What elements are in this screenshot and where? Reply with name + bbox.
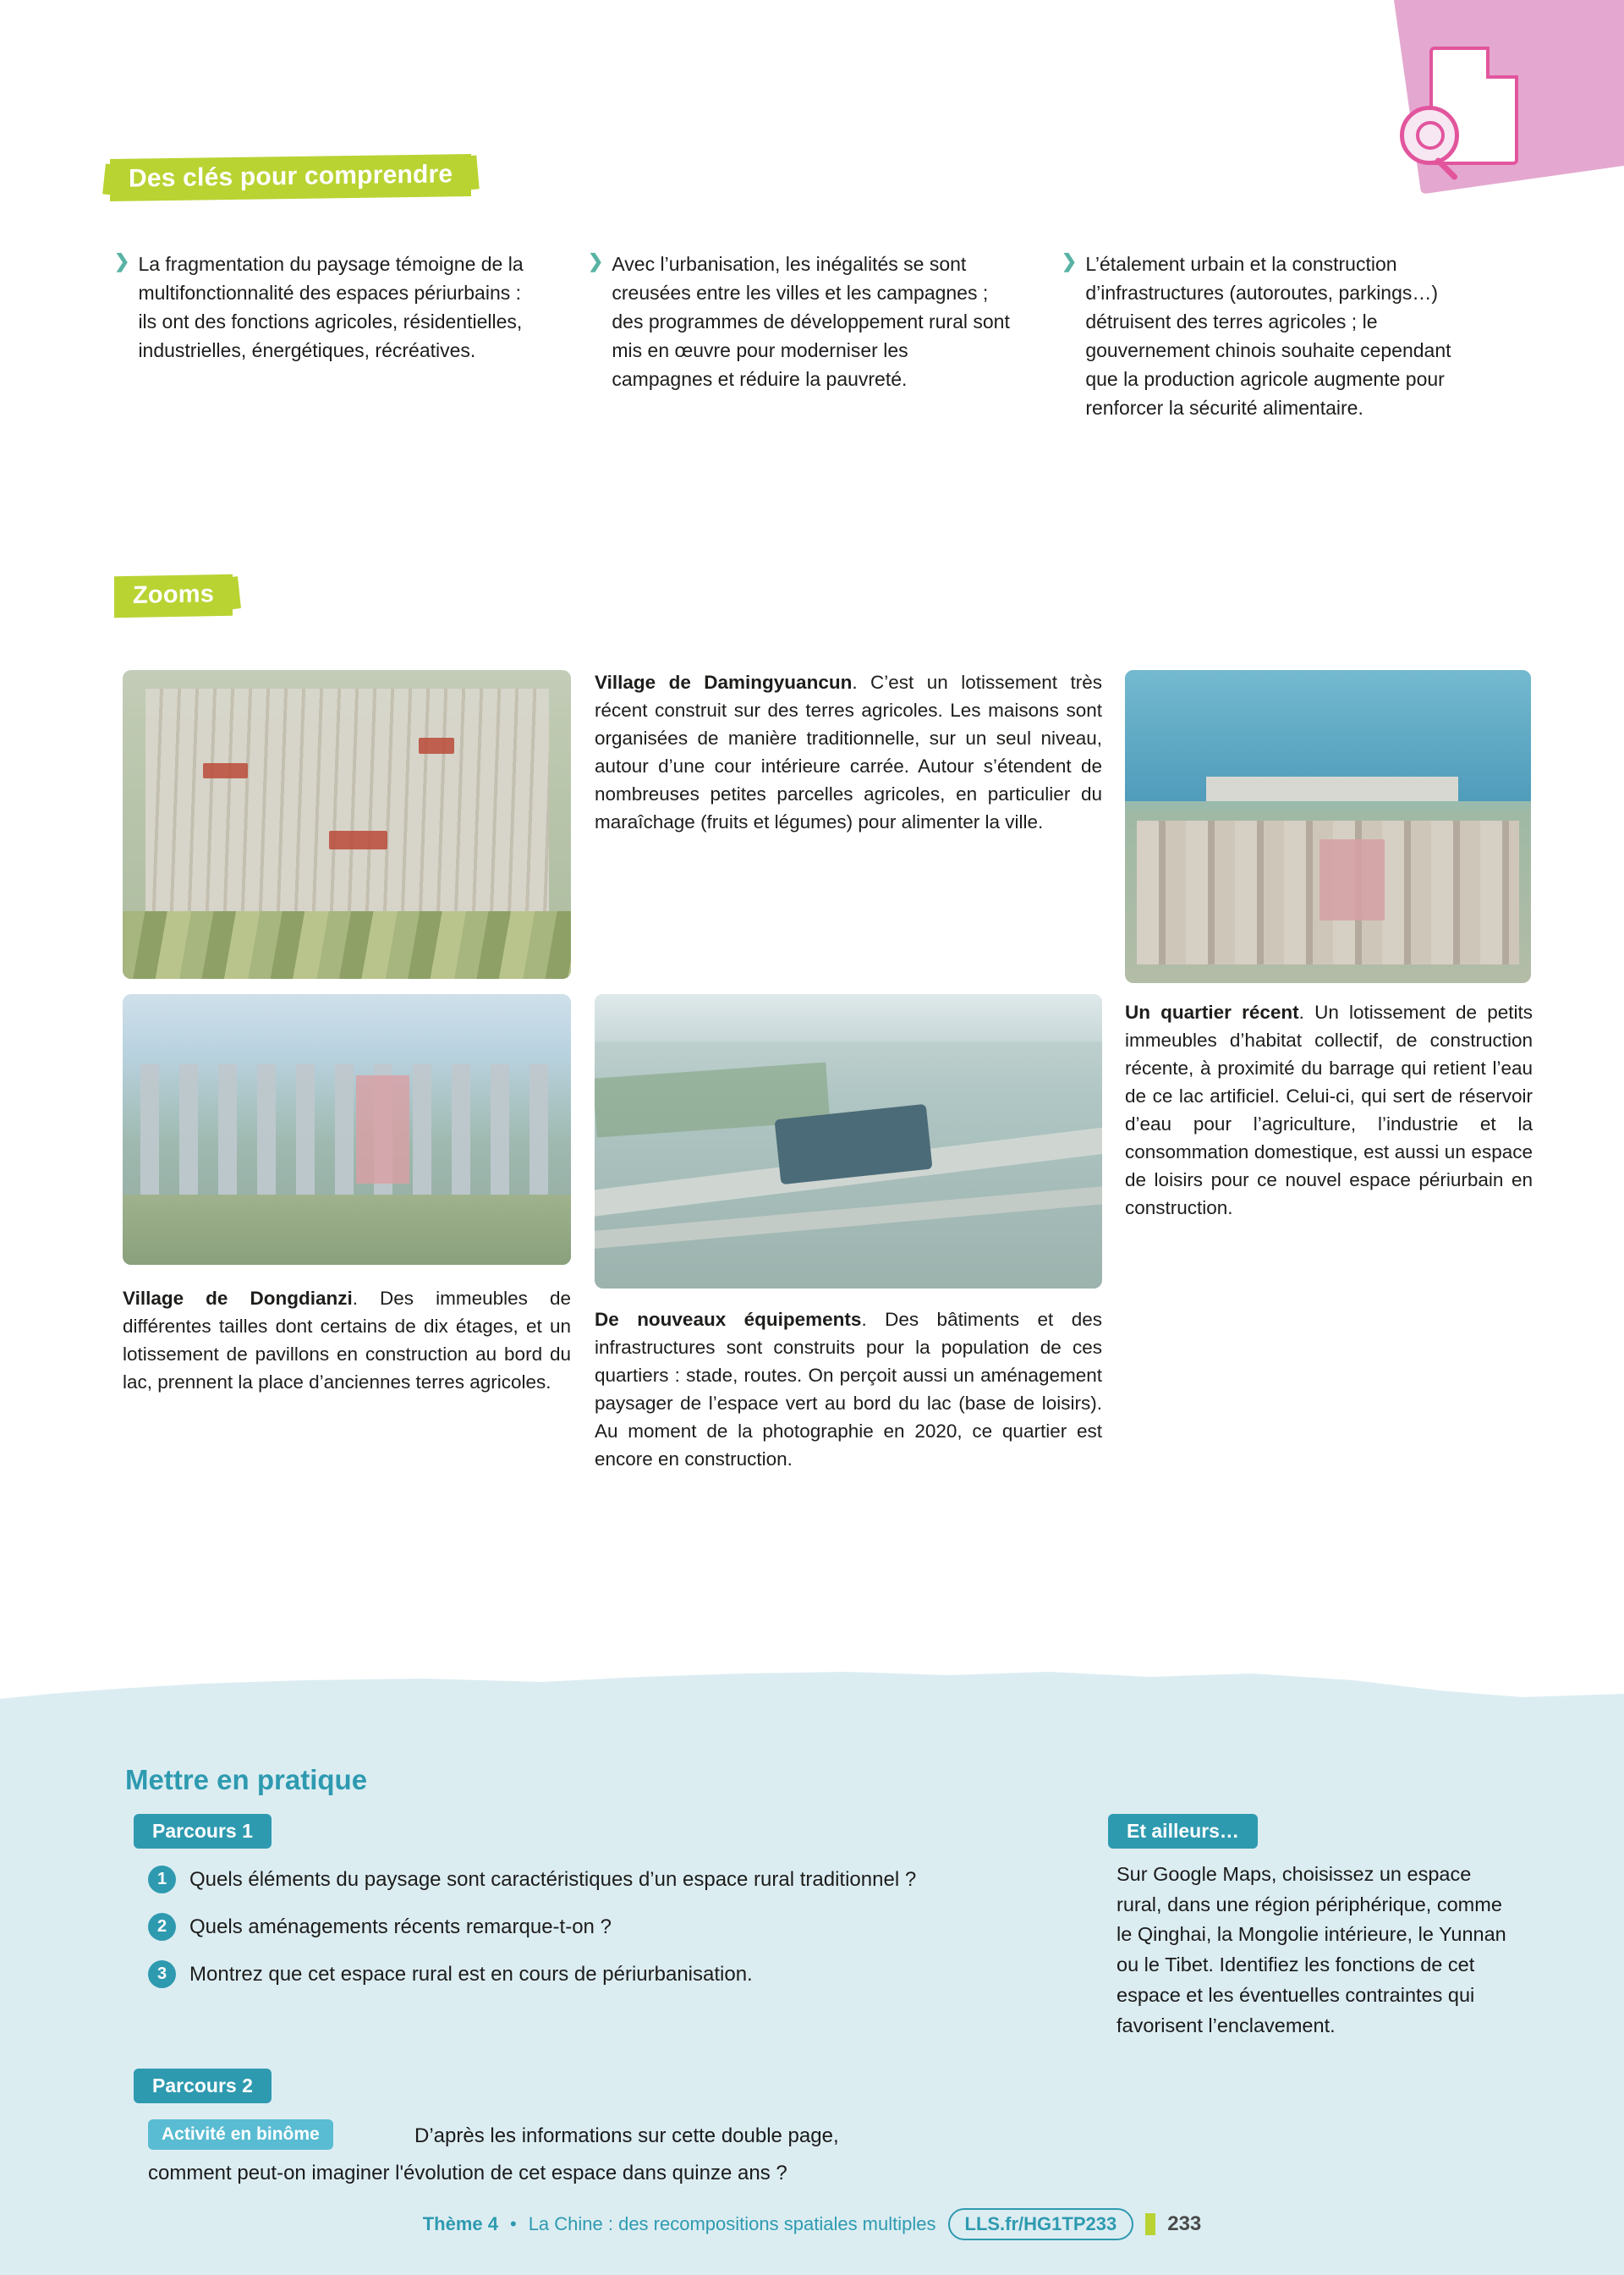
badge-parcours-1: Parcours 1: [134, 1814, 272, 1849]
footer-subject: La Chine : des recompositions spatiales multiples: [528, 2213, 936, 2234]
chevron-right-icon: ❯: [114, 250, 130, 272]
list-item: [148, 1866, 1011, 1894]
badge-et-ailleurs: Et ailleurs…: [1108, 1814, 1258, 1849]
zoom-caption-quartier-recent: [1125, 998, 1533, 1223]
key-point-3: [1062, 250, 1535, 422]
badge-parcours-2: Parcours 2: [134, 2069, 272, 2103]
zoom-caption-body: . Des immeubles de différentes tailles dont certains de dix étages, et un lotissement de pavillons en construction au bord du lac, prennent la place d’anciennes terres agricoles.: [123, 1288, 571, 1393]
chevron-right-icon: ❯: [587, 250, 604, 272]
zoom-caption-dongdianzi: [123, 1284, 571, 1396]
key-point-text: La fragmentation du paysage témoigne de la multifonctionnalité des espaces périurbains : ils ont des fonctions agricoles, résidentielles, industrielles, énergétiques, récréatives.: [138, 253, 524, 362]
section-heading-keys: Des clés pour comprendre: [110, 154, 471, 201]
zoom-caption-title: Un quartier récent: [1125, 1002, 1299, 1023]
page-number: 233: [1167, 2212, 1202, 2235]
page-footer: [0, 2208, 1624, 2240]
zoom-caption-title: Village de Damingyuancun: [595, 672, 853, 693]
footer-resource-code[interactable]: LLS.fr/HG1TP233: [948, 2208, 1134, 2240]
footer-theme: Thème 4: [422, 2213, 498, 2234]
key-point-text: L’étalement urbain et la construction d’infrastructures (autoroutes, parkings…) détruisent des terres agricoles ; le gouvernement chinois souhaite cependant que la production agricole augmente pour renforcer la sécurité alimentaire.: [1085, 253, 1451, 420]
zoom-image-damingyuancun: [123, 670, 571, 979]
binome-instruction-line1: D’après les informations sur cette double page,: [414, 2124, 839, 2147]
key-point-2: [588, 250, 1062, 422]
question-text: Quels éléments du paysage sont caractéristiques d’un espace rural traditionnel ?: [189, 1868, 917, 1891]
key-point-text: Avec l’urbanisation, les inégalités se sont creusées entre les villes et les campagnes ; des programmes de développement rural sont mis en œuvre pour moderniser les campagnes et réduire la pauvreté.: [612, 253, 1010, 391]
footer-separator: •: [509, 2213, 517, 2234]
chevron-right-icon: ❯: [1061, 250, 1078, 272]
zoom-image-quartier-recent: [1125, 670, 1531, 983]
zoom-caption-title: De nouveaux équipements: [595, 1309, 862, 1330]
zoom-caption-nouveaux-equipements: [595, 1305, 1102, 1473]
zoom-caption-body: . C’est un lotissement très récent construit sur des terres agricoles. Les maisons sont organisées de manière traditionnelle, sur un seul niveau, autour d’une cour intérieure carrée. Autour s’étendent de nombreuses petites parcelles agricoles, en particulier du maraîchage (fruits et légumes) pour alimenter la ville.: [595, 672, 1102, 833]
question-text: Montrez que cet espace rural est en cours de périurbanisation.: [189, 1963, 753, 1987]
practice-title: Mettre en pratique: [125, 1764, 368, 1795]
question-number: 2: [148, 1913, 176, 1941]
questions-list: [148, 1866, 1011, 2008]
binome-instruction-line2: comment peut-on imaginer l'évolution de cet espace dans quinze ans ?: [148, 2162, 787, 2184]
section-heading-zooms: Zooms: [114, 574, 233, 618]
key-point-1: [114, 250, 588, 422]
zoom-caption-title: Village de Dongdianzi: [123, 1288, 353, 1309]
question-number: 3: [148, 1960, 176, 1988]
list-item: [148, 1913, 1011, 1942]
zoom-image-nouveaux-equipements: [595, 994, 1102, 1289]
page-marker-icon: [1145, 2213, 1155, 2235]
question-number: 1: [148, 1866, 176, 1893]
zoom-caption-body: . Un lotissement de petits immeubles d’habitat collectif, de construction récente, à proximité du barrage qui retient l’eau de ce lac artificiel. Celui-ci, qui sert de réservoir d’eau pour l’agriculture, l’industrie et la consommation domestique, est aussi un espace de loisirs pour ce nouvel espace périurbain en construction.: [1125, 1002, 1533, 1219]
zoom-image-dongdianzi: [123, 994, 571, 1265]
et-ailleurs-text: Sur Google Maps, choisissez un espace rural, dans une région périphérique, comme le Qinghai, la Mongolie intérieure, le Yunnan ou le Tibet. Identifiez les fonctions de cet espace et les éventuelles contraintes qui favorisent l’enclavement.: [1116, 1863, 1506, 2036]
badge-activite-binome: Activité en binôme: [148, 2119, 333, 2150]
magnifier-lens-icon: [1416, 121, 1445, 150]
zoom-caption-body: . Des bâtiments et des infrastructures sont construits pour la population de ces quartiers : stade, routes. On perçoit aussi un aménagement paysager de l’espace vert au bord du lac (base de loisirs). Au moment de la photographie en 2020, ce quartier est encore en construction.: [595, 1309, 1103, 1470]
list-item: [148, 1960, 1011, 1989]
question-text: Quels aménagements récents remarque-t-on ?: [189, 1915, 612, 1939]
zoom-caption-damingyuancun: [595, 668, 1102, 836]
key-points-list: [114, 250, 1535, 422]
